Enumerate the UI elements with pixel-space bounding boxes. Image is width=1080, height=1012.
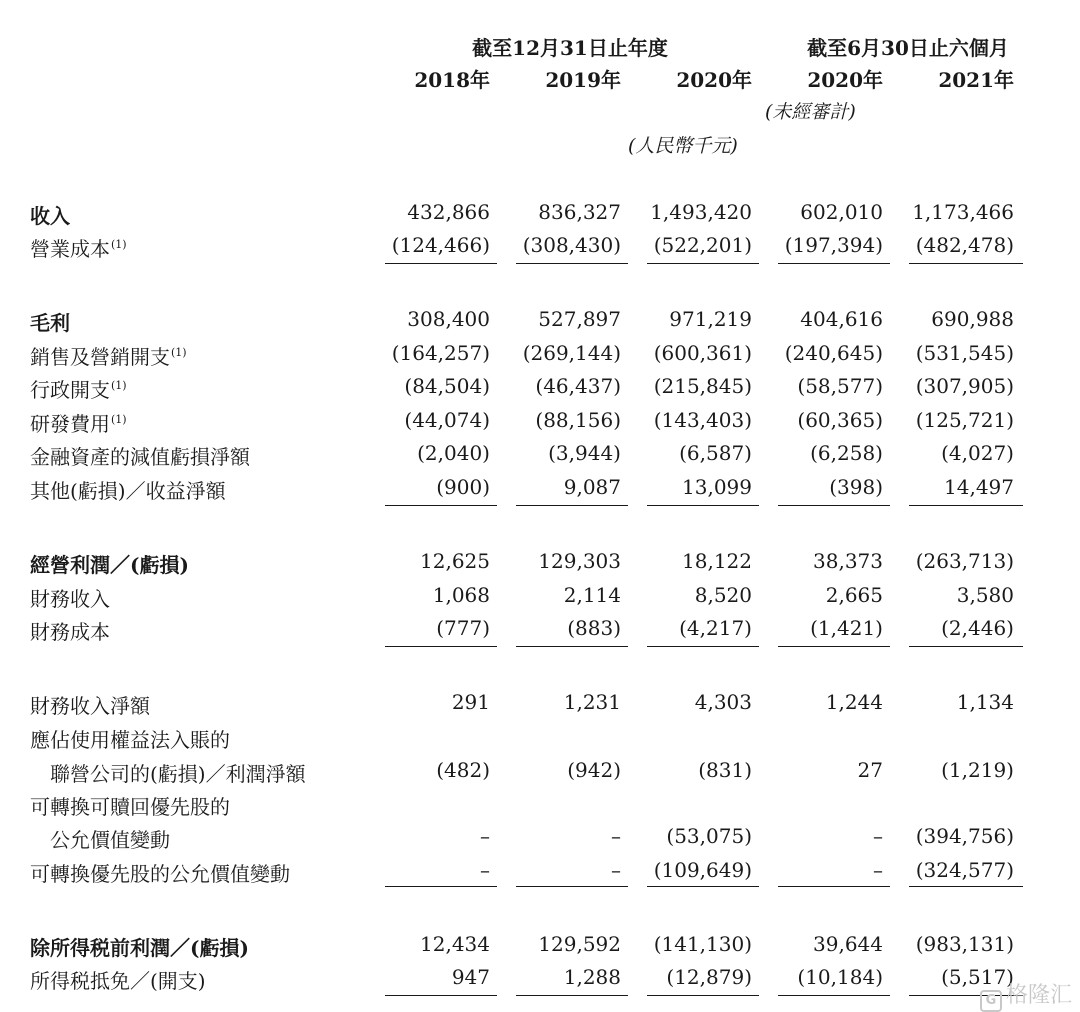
- rule: [516, 505, 628, 506]
- cell-2021-h1: (983,131): [915, 932, 1014, 956]
- cell-2021-h1: (2,446): [941, 616, 1014, 640]
- row-label: 銷售及營銷開支$^{(1)}$: [30, 345, 187, 369]
- cell-2019: (308,430): [522, 233, 621, 257]
- cell-2018: (44,074): [404, 408, 490, 432]
- cell-2020-h1: 27: [857, 758, 883, 782]
- row-label: 所得税抵免／(開支): [30, 969, 206, 993]
- cell-2018: –: [480, 858, 490, 882]
- cell-2019: –: [611, 858, 621, 882]
- cell-2020: (143,403): [653, 408, 752, 432]
- rule: [647, 505, 759, 506]
- rule: [516, 263, 628, 264]
- table-row: [0, 722, 1080, 755]
- rule: [909, 263, 1023, 264]
- cell-2018: (2,040): [417, 441, 490, 465]
- rule: [778, 886, 890, 887]
- cell-2019: 1,231: [563, 690, 621, 714]
- cell-2019: –: [611, 824, 621, 848]
- cell-2020: (12,879): [666, 965, 752, 989]
- unaudited-note: (未經審計): [765, 101, 856, 123]
- table-row: [0, 963, 1080, 996]
- cell-2020-h1: (240,645): [784, 341, 883, 365]
- cell-2020: (215,845): [653, 374, 752, 398]
- cell-2020-h1: (1,421): [810, 616, 883, 640]
- table-row: [0, 231, 1080, 264]
- table-row: [0, 930, 1080, 963]
- cell-2019: 1,288: [563, 965, 621, 989]
- rule: [385, 995, 497, 996]
- table-row: [0, 822, 1080, 855]
- gelonghui-logo-icon: G: [980, 990, 1002, 1012]
- cell-2020-h1: 38,373: [813, 549, 883, 573]
- table-row: [0, 372, 1080, 405]
- cell-2020: (4,217): [679, 616, 752, 640]
- rule: [647, 263, 759, 264]
- row-label: 研發費用$^{(1)}$: [30, 412, 127, 436]
- cell-2019: 527,897: [538, 307, 621, 331]
- row-label: 聯營公司的(虧損)／利潤淨額: [50, 762, 306, 786]
- cell-2020: 8,520: [694, 583, 752, 607]
- cell-2021-h1: 1,173,466: [912, 200, 1014, 224]
- cell-2018: 1,068: [432, 583, 490, 607]
- row-label: 財務成本: [30, 620, 110, 644]
- rule: [647, 995, 759, 996]
- row-label: 其他(虧損)／收益淨額: [30, 479, 226, 503]
- cell-2019: (88,156): [535, 408, 621, 432]
- cell-2021-h1: (531,545): [915, 341, 1014, 365]
- table-row: [0, 439, 1080, 472]
- cell-2020-h1: (197,394): [784, 233, 883, 257]
- header-group-annual: 截至12月31日止年度: [472, 36, 668, 60]
- cell-2019: 2,114: [563, 583, 621, 607]
- cell-2019: 129,303: [538, 549, 621, 573]
- cell-2020-h1: 39,644: [813, 932, 883, 956]
- cell-2019: (269,144): [522, 341, 621, 365]
- watermark-text: 格隆汇: [1005, 983, 1072, 1008]
- cell-2021-h1: (324,577): [915, 858, 1014, 882]
- cell-2020-h1: –: [873, 858, 883, 882]
- rule: [385, 646, 497, 647]
- table-row: [0, 406, 1080, 439]
- cell-2021-h1: (5,517): [941, 965, 1014, 989]
- cell-2020-h1: (398): [829, 475, 883, 499]
- cell-2021-h1: (482,478): [915, 233, 1014, 257]
- header-year-2021: 2021年: [938, 68, 1014, 92]
- cell-2019: 9,087: [563, 475, 621, 499]
- cell-2018: 308,400: [407, 307, 490, 331]
- row-label: 收入: [30, 204, 70, 228]
- cell-2021-h1: (125,721): [915, 408, 1014, 432]
- row-label: 行政開支$^{(1)}$: [30, 378, 127, 402]
- cell-2021-h1: 690,988: [931, 307, 1014, 331]
- table-row: [0, 198, 1080, 231]
- row-label: 財務收入: [30, 587, 110, 611]
- cell-2021-h1: (4,027): [941, 441, 1014, 465]
- cell-2020-h1: (10,184): [797, 965, 883, 989]
- table-row: [0, 305, 1080, 338]
- cell-2020: (53,075): [666, 824, 752, 848]
- rule: [778, 263, 890, 264]
- cell-2019: (883): [567, 616, 621, 640]
- cell-2020-h1: (60,365): [797, 408, 883, 432]
- rule: [778, 995, 890, 996]
- cell-2018: (164,257): [391, 341, 490, 365]
- cell-2020: 1,493,420: [650, 200, 752, 224]
- cell-2021-h1: 14,497: [944, 475, 1014, 499]
- rule: [385, 263, 497, 264]
- rule: [909, 505, 1023, 506]
- cell-2018: (900): [436, 475, 490, 499]
- rule: [909, 646, 1023, 647]
- rule: [909, 886, 1023, 887]
- cell-2021-h1: (1,219): [941, 758, 1014, 782]
- cell-2018: (124,466): [391, 233, 490, 257]
- cell-2019: (46,437): [535, 374, 621, 398]
- watermark: [980, 978, 1072, 1012]
- table-row: [0, 789, 1080, 822]
- cell-2020: 4,303: [694, 690, 752, 714]
- cell-2020: (141,130): [653, 932, 752, 956]
- row-label: 經營利潤／(虧損): [30, 553, 189, 577]
- table-row: [0, 614, 1080, 647]
- cell-2018: (482): [436, 758, 490, 782]
- cell-2020: 18,122: [682, 549, 752, 573]
- cell-2020-h1: 1,244: [825, 690, 883, 714]
- cell-2018: 947: [451, 965, 490, 989]
- cell-2018: 12,434: [420, 932, 490, 956]
- header-year-2020-annual: 2020年: [676, 68, 752, 92]
- rule: [778, 646, 890, 647]
- rule: [516, 646, 628, 647]
- cell-2020: (109,649): [653, 858, 752, 882]
- row-label: 公允價值變動: [50, 828, 170, 852]
- footnote-ref: (1): [111, 379, 127, 392]
- cell-2018: 12,625: [420, 549, 490, 573]
- header-year-2020-interim: 2020年: [807, 68, 883, 92]
- cell-2020: (831): [698, 758, 752, 782]
- cell-2020-h1: 2,665: [825, 583, 883, 607]
- row-label: 除所得税前利潤／(虧損): [30, 936, 249, 960]
- cell-2021-h1: 3,580: [956, 583, 1014, 607]
- cell-2020-h1: 404,616: [800, 307, 883, 331]
- cell-2018: –: [480, 824, 490, 848]
- rule: [516, 995, 628, 996]
- cell-2020: (600,361): [653, 341, 752, 365]
- row-label: 可轉換可贖回優先股的: [30, 795, 230, 819]
- cell-2019: (3,944): [548, 441, 621, 465]
- table-row: [0, 856, 1080, 889]
- table-row: [0, 339, 1080, 372]
- cell-2020-h1: (6,258): [810, 441, 883, 465]
- table-row: [0, 756, 1080, 789]
- cell-2021-h1: (394,756): [915, 824, 1014, 848]
- cell-2020-h1: –: [873, 824, 883, 848]
- cell-2019: 129,592: [538, 932, 621, 956]
- rule: [778, 505, 890, 506]
- footnote-ref: (1): [171, 346, 187, 359]
- cell-2019: 836,327: [538, 200, 621, 224]
- cell-2018: (777): [436, 616, 490, 640]
- cell-2021-h1: (263,713): [915, 549, 1014, 573]
- footnote-ref: (1): [111, 413, 127, 426]
- cell-2018: (84,504): [404, 374, 490, 398]
- currency-unit-note: (人民幣千元): [628, 135, 738, 157]
- cell-2018: 432,866: [407, 200, 490, 224]
- row-label: 營業成本$^{(1)}$: [30, 237, 127, 261]
- rule: [385, 505, 497, 506]
- cell-2018: 291: [451, 690, 490, 714]
- row-label: 可轉換優先股的公允價值變動: [30, 862, 290, 886]
- table-row: [0, 581, 1080, 614]
- rule: [516, 886, 628, 887]
- row-label: 毛利: [30, 311, 70, 335]
- footnote-ref: (1): [111, 238, 127, 251]
- table-row: [0, 688, 1080, 721]
- rule: [385, 886, 497, 887]
- cell-2020: (522,201): [653, 233, 752, 257]
- row-label: 應佔使用權益法入賬的: [30, 728, 230, 752]
- header-group-interim: 截至6月30日止六個月: [807, 36, 1009, 60]
- cell-2020-h1: 602,010: [800, 200, 883, 224]
- table-row: [0, 547, 1080, 580]
- cell-2020: 971,219: [669, 307, 752, 331]
- rule: [647, 646, 759, 647]
- cell-2021-h1: (307,905): [915, 374, 1014, 398]
- table-row: [0, 473, 1080, 506]
- header-year-2018: 2018年: [414, 68, 490, 92]
- row-label: 金融資產的減值虧損淨額: [30, 445, 250, 469]
- cell-2020: 13,099: [682, 475, 752, 499]
- cell-2020: (6,587): [679, 441, 752, 465]
- rule: [647, 886, 759, 887]
- cell-2021-h1: 1,134: [956, 690, 1014, 714]
- row-label: 財務收入淨額: [30, 694, 150, 718]
- header-year-2019: 2019年: [545, 68, 621, 92]
- cell-2020-h1: (58,577): [797, 374, 883, 398]
- cell-2019: (942): [567, 758, 621, 782]
